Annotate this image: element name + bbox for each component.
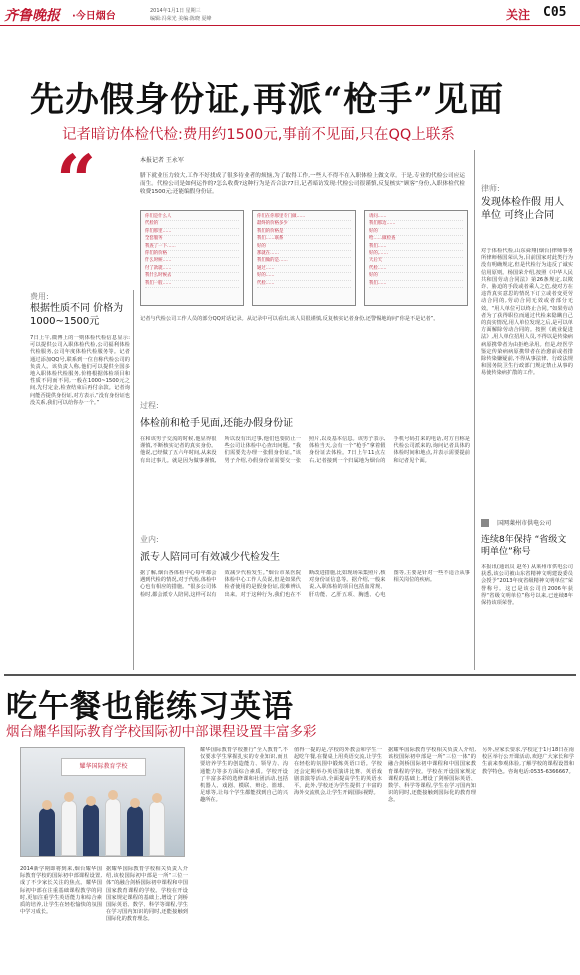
student-figure [105, 798, 121, 856]
qq-screenshot-1: 你们是什么人 代检的 你们那里…… 全套服务 我查了一下…… 你们的价格 什么时候…… 付了款就…… 我什么时候去 我们一般…… [140, 210, 244, 306]
student-figure [149, 801, 165, 856]
students-photo [20, 747, 185, 857]
newspaper-logo: 齐鲁晚报 [4, 8, 60, 24]
lawyer-title: 发现体检作假 用人单位 可终止合同 [481, 197, 565, 221]
article-headline: 先办假身份证,再派“枪手”见面 [30, 80, 504, 120]
industry-title: 派专人陪同可有效减少代检发生 [140, 552, 280, 563]
article-lead: 腊下就业压力较大,工作不好找成了很多待业者的烦恼,为了取得工作,一些人不得不在入职体检上做文章。于是,专业的代检公司应运而生。代检公司是如何运作的?怎么收费?这种行为是否合法?7日,记者暗访发现:代检公司很谨慎,反复核实“顾客”身份,入职体检代检收费1500元;还能编假身份证。 [140, 173, 465, 195]
sidebar-news-body: 本报讯(通讯员 赵冬) 从莱州市供电公司获悉,该公司被山东省精神文明建设委员会授予“2013年度省级精神文明单位”荣誉称号。这已是该公司自2006年获得“省级文明单位”称号以来,已连续8年保持该项荣誉。 [481, 564, 573, 607]
article2-body-col1: 2014新学期即将到来,烟台耀华国际教育学校的国际初中部课程设置,成了不少家长关注的焦点。耀华国际初中部在注重基础课程教学的同时,更加注重学生英语能力和综合素质的培养,让学生在轻松愉快的氛围中学习成长。 [20, 866, 102, 916]
date-line: 2014年1月1日 星期三 [150, 8, 201, 14]
article2-body-col2: 据耀华国际教育学校相关负责人介绍,该校国际初中部是一所“三位一体”的融合剑桥国际初中课程和中国国家教育课程的学校。学校在开设国家规定课程的基础上,增设了剑桥国际英语、数学、科学等课程,学生在学习国内知识的同时,还能接触到国际化的教育理念。 [106, 866, 188, 923]
cost-body: 7日上午,微博上的一则体检代检信息显示:可以提供公司入职体检代检,公司福利体检代检服务,公司年度体检代检服务等。记者通过添加QQ号,联系到一位自称代检公司的负责人。该负责人称,他们可以提供全国多地入职体检代检服务,价格根据体检项目和性质不同而不同,一般在1000~1500元之间,先付定金,检查结束后再付余款。记者询问能否提供身份证,对方表示,“没有身份证也没关系,我们可以给你办一个。” [30, 335, 130, 406]
article2-headline: 吃午餐也能练习英语 [6, 689, 294, 725]
photo-caption: 记者与代检公司工作人员的部分QQ对话记录。从记录中可以看出,该人员很谨慎,反复核实记者身份,还警惕地询问“你是不是记者”。 [140, 316, 439, 322]
cost-title: 根据性质不同 价格为1000~1500元 [30, 303, 124, 327]
editors-line: 编辑:冯荣光 美编:陈晓 夏峰 [150, 16, 212, 22]
qq-screenshots [140, 210, 472, 306]
student-head [86, 796, 96, 806]
section-divider [4, 674, 576, 676]
student-figure [61, 800, 77, 856]
student-head [152, 793, 162, 803]
process-body: 在和该男子交流的时候,他显得很谨慎,不断核实记者的真实身份。他说,已经做了五六年时间,从来没有出过事儿。就是因为做事谨慎,所以没有出过事,他们也要防止一些公司让体检中心查出问题。“我们需要先办理一张假身份证。”该男子介绍,办假身份证需要交一张照片,以及基本信息。该男子表示,体检当天,会有一个“枪手”拿着假身份证去体检。7日上午11点左右,记者接到一个归属地为烟台的手机号码打来的电话,对方自称是代检公司派来的,询问记者具体的体检时间和地点,并表示需要提前和记者见个面。 [140, 436, 470, 464]
student-figure [127, 806, 143, 856]
sidebar-news-title: 连续8年保持 “省级文明单位”称号 [481, 535, 567, 557]
sidebar-news-label [481, 512, 575, 528]
article2-body-col6: 另外,应家长要求,学校定于1月18日在南校区举行公开课活动,欢迎广大家长和学生前来参观体验,了解学校的课程设置和教学特色。咨询电话:0535-6366667。 [482, 747, 574, 775]
square-icon [481, 519, 489, 527]
page-number: C05 [543, 5, 567, 20]
process-category: 过程: [140, 401, 159, 410]
industry-category: 业内: [140, 535, 159, 544]
byline: 本报记者 王永军 [140, 157, 184, 164]
student-head [130, 798, 140, 808]
industry-body: 据了解,烟台各体检中心每年都会遇到代检的情况,对于代检,体检中心也有相应的措施。“很多公司体检时,都会派专人陪同,这样可以有效减少代检发生。”烟台市某医院体检中心工作人员说,但是如果代检者使用的是假身份证,很难辨认出来。对于这种行为,我们也在不断改进措施,比如现场采集照片,核对身份证信息等。据介绍,一般来说,入职体检的项目包括血常规、肝功能、乙肝五项、胸透、心电图等,主要是针对一些不适合从事相关岗位的疾病。 [140, 570, 470, 598]
article2-subhead: 烟台耀华国际教育学校国际初中部课程设置丰富多彩 [6, 724, 317, 740]
school-sign [61, 758, 146, 776]
school-sign-text: 耀华国际教育学校 [79, 763, 128, 770]
student-figure [83, 804, 99, 856]
focus-label: 关注 [506, 8, 531, 22]
article2-body-col5: 据耀华国际教育学校相关负责人介绍,该校国际初中部是一所“三位一体”的融合剑桥国际初中课程和中国国家教育课程的学校。学校在开设国家规定课程的基础上,增设了剑桥国际英语、数学、科学等课程,学生在学习国内知识的同时,还能接触到国际化的教育理念。 [388, 747, 476, 804]
article2-body-col3: 耀华国际教育学校推行“全人教育”,不仅要求学生掌握扎实的专业知识,而且要培养学生的创造能力、领导力、沟通能力等多方面综合素质。学校开设了丰富多彩的选修课和社团活动,包括机器人、戏剧、模联、辩论、篮球、足球等,让每个学生都能找到自己的兴趣所在。 [200, 747, 288, 804]
student-head [64, 792, 74, 802]
qq-screenshot-3: 请问…… 我们那边…… 好的 给……做检查 我们…… 好的,…… 大后天 代检…… 好的 我们…… [364, 210, 468, 306]
column-divider [133, 290, 134, 670]
student-figure [39, 808, 55, 856]
student-head [42, 800, 52, 810]
article2-body-col4: 值得一提的是,学校的外教会和学生一起吃午餐,在餐桌上用英语交流,让学生在轻松的氛围中锻炼英语口语。学校还会定期举办英语演讲比赛、英语戏剧表演等活动,全面提高学生的英语水平。此外,学校还为学生提供了丰富的海外交流机会,让学生开阔国际视野。 [294, 747, 382, 797]
section-title: ·今日烟台 [72, 11, 116, 22]
process-title: 体检前和枪手见面,还能办假身份证 [140, 418, 294, 429]
qq-screenshot-2: 你们在你那里专门做…… 最终的价格多少 我们的价格是 我们……联系 好的 那就在…… 我们做的是…… 通过…… 好的…… 代检…… [252, 210, 356, 306]
cost-category: 费用: [30, 292, 49, 301]
column-divider [474, 150, 475, 670]
lawyer-body: 对于体检代检,山东舜翔(烟台)律师事务所律师杨国荣认为,目前国家对此类行为没有明确规定,但是代检行为违反了诚实信用原则。杨国荣介绍,按照《中华人民共和国劳动合同法》第26条规定,以欺诈、胁迫的手段或者乘人之危,使对方在违背真实意思的情况下订立或者变更劳动合同的,劳动合同无效或者部分无效。“用人单位可以终止合同。”如果劳动者为了获得职位而通过代检来隐瞒自己的真实情况,用人单位发现之后,是可以单方面解除劳动合同的。按照《就业促进法》,用人单位招用人员,不得以是传染病病原携带者为由拒绝录用。但是,经医学鉴定传染病病原携带者在治愈前或者排除传染嫌疑前,不得从事法律、行政法规和国务院卫生行政部门规定禁止从事的易使传染病扩散的工作。 [481, 248, 573, 377]
sidebar-image-label: 国网莱州市供电公司 [497, 520, 552, 527]
lawyer-category: 律师: [481, 184, 500, 193]
article-subhead: 记者暗访体检代检:费用约1500元,事前不见面,只在QQ上联系 [62, 127, 455, 143]
quote-mark: “ [56, 139, 97, 222]
student-head [108, 790, 118, 800]
